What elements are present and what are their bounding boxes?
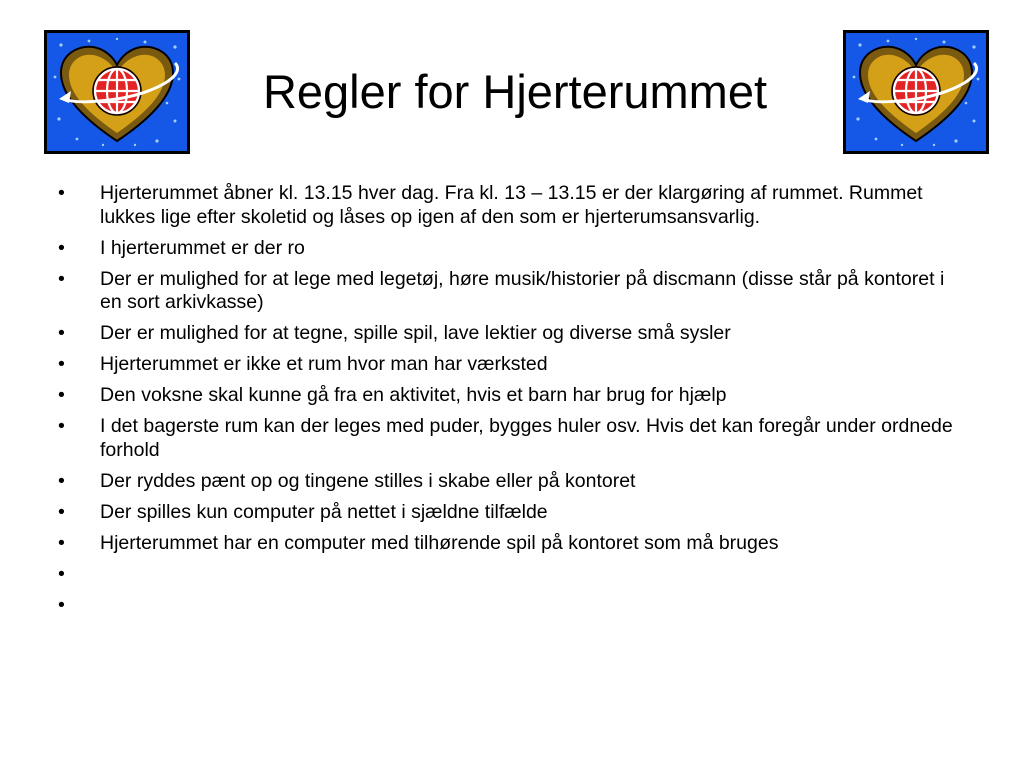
rules-list	[58, 182, 958, 625]
list-item-text: I hjerterummet er der ro	[100, 236, 305, 259]
bullet: •	[58, 469, 65, 492]
bullet: •	[58, 500, 65, 523]
list-item-text: Den voksne skal kunne gå fra en aktivitet, hvis et barn har brug for hjælp	[100, 384, 727, 406]
list-item	[58, 501, 958, 525]
list-item-text: Der er mulighed for at lege med legetøj, høre musik/historier på discmann (disse står på kontoret i en sort arkivkasse)	[100, 267, 945, 313]
list-item	[58, 563, 958, 587]
list-item-text: Hjerterummet er ikke et rum hvor man har værksted	[100, 353, 548, 375]
heart-globe-logo-left	[44, 30, 190, 154]
list-item-text: Der spilles kun computer på nettet i sjældne tilfælde	[100, 500, 548, 523]
heart-globe-logo-right	[843, 30, 989, 154]
bullet: •	[58, 353, 65, 375]
list-item-text: Der er mulighed for at tegne, spille spil, lave lektier og diverse små sysler	[100, 322, 731, 344]
list-item-text: Hjerterummet har en computer med tilhørende spil på kontoret som må bruges	[100, 531, 779, 554]
list-item	[58, 353, 958, 377]
list-item	[58, 384, 958, 408]
bullet: •	[58, 531, 65, 554]
bullet: •	[58, 415, 65, 437]
list-item	[58, 594, 958, 618]
list-item	[58, 268, 958, 315]
bullet: •	[58, 267, 65, 290]
list-item	[58, 237, 958, 261]
list-item	[58, 182, 958, 229]
heart-globe-icon	[846, 33, 986, 151]
list-item	[58, 415, 958, 462]
slide-title: Regler for Hjerterummet	[262, 65, 768, 118]
list-item	[58, 470, 958, 494]
list-item-text: Der ryddes pænt op og tingene stilles i skabe eller på kontoret	[100, 469, 636, 492]
bullet: •	[58, 384, 65, 406]
list-item-text: Hjerterummet åbner kl. 13.15 hver dag. Fra kl. 13 – 13.15 er der klargøring af rummet. Rummet lukkes lige efter skoletid og låses op igen af den som er hjerterumsansvarlig.	[100, 182, 923, 228]
heart-globe-icon	[47, 33, 187, 151]
list-item	[58, 532, 958, 556]
bullet: •	[58, 236, 65, 259]
bullet: •	[58, 593, 65, 616]
bullet: •	[58, 182, 65, 204]
list-item-text: I det bagerste rum kan der leges med puder, bygges huler osv. Hvis det kan foregår under ordnede forhold	[100, 415, 953, 461]
bullet: •	[58, 322, 65, 344]
bullet: •	[58, 562, 65, 585]
list-item	[58, 322, 958, 346]
